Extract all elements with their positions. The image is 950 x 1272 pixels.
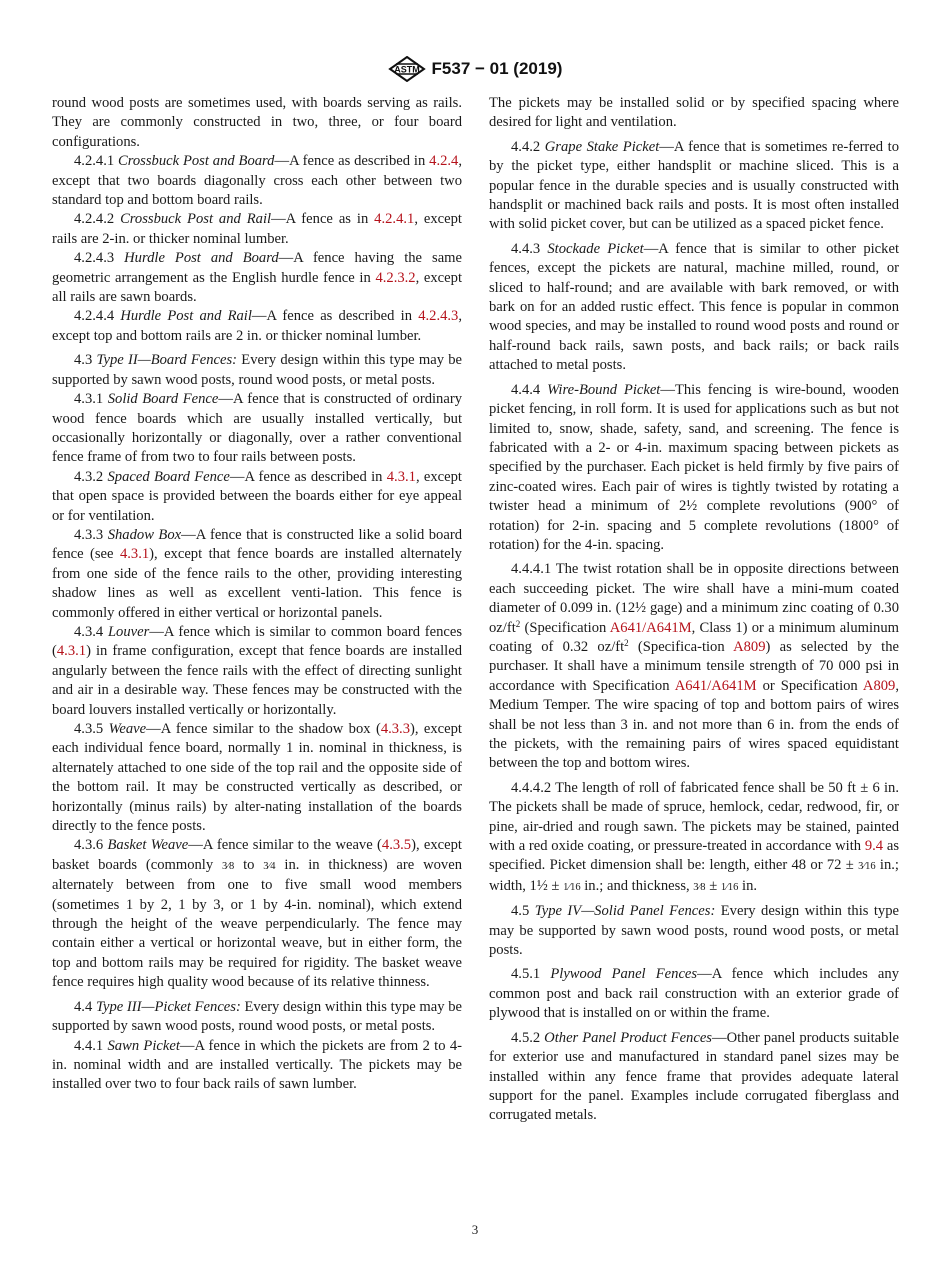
cross-reference-link[interactable]: A641/A641M [609, 619, 692, 636]
paragraph: The pickets may be installed solid or by specified spacing where desired for light and ventilation. [489, 95, 899, 131]
page-header [0, 56, 950, 82]
section-4-3: 4.3 Type II—Board Fences: Every design within this type may be supported by sawn wood posts, round wood posts, or metal posts. [52, 352, 462, 388]
cross-reference-link[interactable]: 4.3.3 [380, 721, 410, 737]
cross-reference-link[interactable]: A809 [862, 677, 896, 694]
cross-reference-link[interactable]: 4.3.1 [119, 546, 150, 563]
section-4-4-4-2: 4.4.4.2 The length of roll of fabricated fence shall be 50 ft ± 6 in. The pickets shall be made of spruce, hemlock, cedar, redwood, fir, or pine, air-dried and rough sawn. The pickets may be stained, painted with a red oxide coating, or pressure-treated in accordance with 9.4 as specified. Picket dimension shall be: length, either 48 or 72 ± 3⁄16 in.; width, 1½ ± 1⁄16 in.; and thickness, 3⁄8 ± 1⁄16 in. [489, 779, 899, 894]
section-4-2-4-1: 4.2.4.1 Crossbuck Post and Board—A fence as described in 4.2.4, except that two boards diagonally cross each other between two standard top and bottom board rails. [52, 153, 462, 209]
cross-reference-link[interactable]: 4.2.3.2 [375, 269, 416, 286]
cross-reference-link[interactable]: A809 [733, 638, 766, 655]
section-4-3-5: 4.3.5 Weave—A fence similar to the shadow box (4.3.3), except each individual fence board, normally 1 in. nominal in thickness, is alternately attached to one side of the top rail and the opposite side of the bottom rail. It may be constructed vertically as described, or horizontally (minus rails) by alter-nating installation of the boards directly to the fence posts. [52, 721, 462, 835]
section-4-3-6: 4.3.6 Basket Weave—A fence similar to the weave (4.3.5), except basket boards (commonly 3⁄8 to 3⁄4 in. in thickness) are woven alternately between from one to five small wood members (sometimes 1 by 2, 1 by 3, or 1 by 4-in. nominal), which extend through the height of the weave perpendicularly. The fence may contain either a vertical or horizontal weave, but in either form, the top and bottom rails may be required for rigidity. The basket weave fence requires high quality wood because of its relative thinness. [52, 837, 462, 991]
section-4-2-4-3: 4.2.4.3 Hurdle Post and Board—A fence having the same geometric arrangement as the English hurdle fence in 4.2.3.2, except all rails are sawn boards. [52, 250, 462, 306]
section-4-5: 4.5 Type IV—Solid Panel Fences: Every design within this type may be supported by sawn wood posts, round wood posts, or metal posts. [489, 903, 900, 959]
section-4-5-2: 4.5.2 Other Panel Product Fences—Other panel products suitable for exterior use and manufactured in standard panel sizes may be installed within any fence frame that provides adequate lateral support for the panel. Examples include corrugated fiberglass and corrugated metals. [489, 1029, 899, 1124]
section-4-4-3: 4.4.3 Stockade Picket—A fence that is similar to other picket fences, except the pickets are natural, machine milled, round, or sliced to half-round; and are available with bark removed, or with bark on for an added rustic effect. This fence is popular in common wood species, and may be installed to round wood posts and round or half-round back rails, sawn posts, and back rails; or back rails attached to metal posts. [489, 240, 899, 374]
document-id: F537 − 01 (2019) [431, 59, 563, 78]
section-4-3-1: 4.3.1 Solid Board Fence—A fence that is constructed of ordinary wood fence boards which are usually installed vertically, but occasionally horizontally or diagonally, over a rather conventional fence frame of from two to four rails between posts. [52, 391, 462, 466]
paragraph: round wood posts are sometimes used, with boards serving as rails. They are commonly constructed in two, three, or four board configurations. [52, 95, 462, 150]
section-4-3-3: 4.3.3 Shadow Box—A fence that is constructed like a solid board fence (see 4.3.1), except that fence boards are installed alternately from one side of the fence rails to the other, providing interesting shadow lines as well as excellent venti-lation. This fence is commonly offered in either vertical or horizontal panels. [52, 526, 462, 621]
cross-reference-link[interactable]: 4.3.5 [381, 837, 412, 854]
cross-reference-link[interactable]: 4.2.4.1 [374, 211, 415, 228]
section-4-3-4: 4.3.4 Louver—A fence which is similar to common board fences (4.3.1) in frame configuration, except that fence boards are installed angularly between the fence rails with the effect of directing sunlight and air in a desirable way. These fences may be constructed with the board louvers installed vertically or horizontally. [52, 623, 462, 718]
section-4-4-1: 4.4.1 Sawn Picket—A fence in which the pickets are from 2 to 4-in. nominal width and are installed vertically. The pickets may be installed over two to four back rails of sawn lumber. [52, 1037, 462, 1093]
page-number: 3 [471, 1222, 479, 1237]
left-column [52, 94, 462, 1095]
section-4-4: 4.4 Type III—Picket Fences: Every design within this type may be supported by sawn wood posts, round wood posts, or metal posts. [52, 998, 462, 1035]
section-4-3-2: 4.3.2 Spaced Board Fence—A fence as described in 4.3.1, except that open space is provided between the boards either for eye appeal or for ventilation. [52, 468, 462, 524]
cross-reference-link[interactable]: 9.4 [864, 838, 884, 855]
svg-text:ASTM: ASTM [393, 64, 420, 75]
section-4-4-2: 4.4.2 Grape Stake Picket—A fence that is sometimes re-ferred to by the picket type, either handsplit or machine sliced. This is a popular fence in the durable species and is usually constructed with handsplit or machined back rails and posts. It is most often installed with solid picket cover, but can be utilized as a spaced picket fence. [489, 138, 899, 233]
cross-reference-link[interactable]: 4.3.1 [56, 643, 87, 660]
astm-logo [388, 56, 426, 82]
cross-reference-link[interactable]: 4.2.4 [429, 153, 459, 170]
right-column [489, 94, 899, 1126]
cross-reference-link[interactable]: 4.2.4.3 [418, 308, 459, 325]
section-4-2-4-2: 4.2.4.2 Crossbuck Post and Rail—A fence as in 4.2.4.1, except rails are 2-in. or thicker nominal lumber. [52, 211, 462, 247]
section-4-5-1: 4.5.1 Plywood Panel Fences—A fence which includes any common post and back rail construction with an exterior grade of plywood that is installed on or within the frame. [489, 966, 899, 1022]
section-4-4-4-1: 4.4.4.1 The twist rotation shall be in opposite directions between each succeeding picket. The wire shall have a mini-mum coated diameter of 0.099 in. (12½ gage) and a minimum zinc coating of 0.30 $oz/ft^2$ (Specification A641/A641M, Class 1) or a minimum aluminum coating of 0.32 $oz/ft^2$ (Specifica-tion A809) as selected by the purchaser. It shall have a minimum tensile strength of 70 000 psi in accordance with Specification A641/A641M or Specification A809, Medium Temper. The wire spacing of top and bottom pairs of wires shall be not less than 3 in. and not more than 6 in. from the ends of the pickets, with the remaining pairs of wires spaced equidistant between the top and bottom wires. [489, 561, 899, 772]
cross-reference-link[interactable]: 4.3.1 [386, 468, 416, 485]
section-4-2-4-4: 4.2.4.4 Hurdle Post and Rail—A fence as described in 4.2.4.3, except top and bottom rails are 2 in. or thicker nominal lumber. [52, 308, 462, 344]
section-4-4-4: 4.4.4 Wire-Bound Picket—This fencing is wire-bound, wooden picket fencing, in roll form. It is used for applications such as but not limited to, snow, shade, safety, sand, and screening. The fence is fabricated with a 2- or 4-in. maximum spacing between pickets as specified by the purchaser. Each picket is held firmly by five pairs of zinc-coated wires. Each pair of wires is tightly twisted by rotating a twister head a minimum of 2½ complete revolutions (900° of rotation) for 2-in. spacing and 5 complete revolutions (1800° of rotation) for the 4-in. spacing. [489, 381, 899, 553]
cross-reference-link[interactable]: A641/A641M [674, 677, 757, 694]
